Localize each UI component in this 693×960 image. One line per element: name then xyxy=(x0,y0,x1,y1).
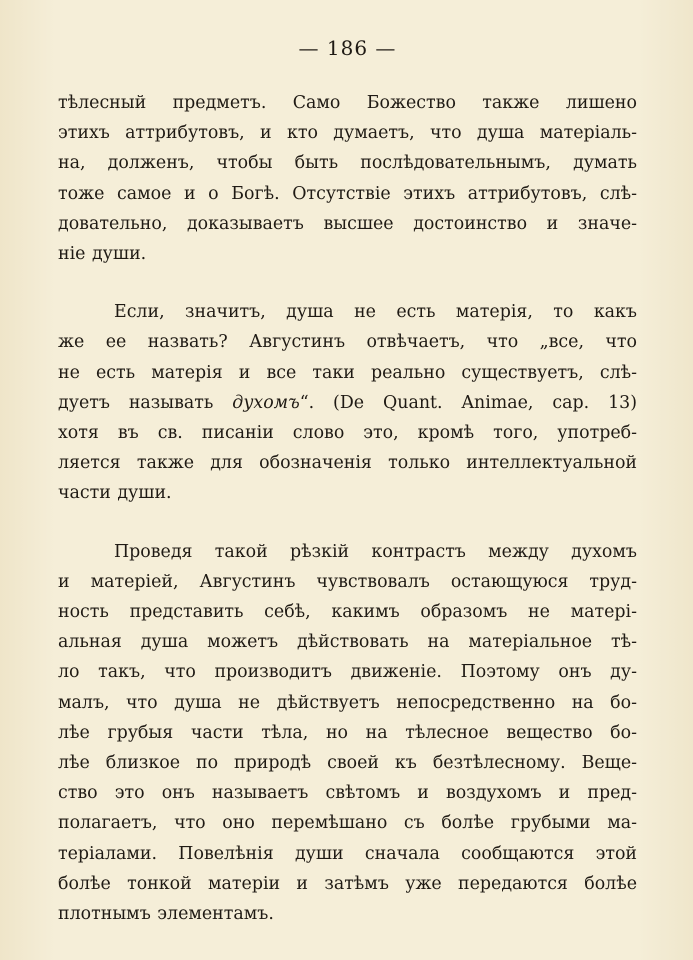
italic-term: духомъ xyxy=(232,392,300,413)
text-line: Если, значитъ, душа не есть матерія, то какъ xyxy=(114,302,637,323)
text-line: малъ, что душа не дѣйствуетъ непосредственно на бо- xyxy=(58,692,637,713)
text-line: тоже самое и о Богѣ. Отсутствіе этихъ аттрибутовъ, слѣ- xyxy=(58,183,637,204)
text-line: альная душа можетъ дѣйствовать на матеріальное тѣ- xyxy=(58,632,637,653)
text-line: части души. xyxy=(58,483,172,504)
text-line: этихъ аттрибутовъ, и кто думаетъ, что душа матеріаль- xyxy=(58,123,637,144)
text-line: хотя въ св. писаніи слово это, кромѣ того, употреб- xyxy=(58,423,637,444)
text-line: и матеріей, Августинъ чувствовалъ остающуюся труд- xyxy=(58,571,637,592)
text-line: плотнымъ элементамъ. xyxy=(58,904,274,925)
text-run: дуетъ называть xyxy=(58,392,233,413)
text-line: же ее назвать? Августинъ отвѣчаетъ, что „все, что xyxy=(58,332,637,353)
paragraph-3 xyxy=(58,537,637,930)
text-line: ляется также для обозначенія только интеллектуальной xyxy=(58,453,637,474)
text-line-with-italic xyxy=(58,388,637,418)
page-number: — 186 — xyxy=(298,36,397,60)
paragraph-2 xyxy=(58,297,637,508)
text-line: ніе души. xyxy=(58,244,147,265)
text-line: на, долженъ, чтобы быть послѣдовательнымъ, думать xyxy=(58,153,637,174)
text-line: лѣе близкое по природѣ своей къ безтѣлесному. Веще- xyxy=(58,753,637,774)
text-line: ство это онъ называетъ свѣтомъ и воздухомъ и пред- xyxy=(58,783,637,804)
text-line: лѣе грубыя части тѣла, но на тѣлесное вещество бо- xyxy=(58,722,637,743)
text-line: ность представить себѣ, какимъ образомъ не матері- xyxy=(58,602,637,623)
text-line: тѣлесный предметъ. Само Божество также лишено xyxy=(58,93,637,113)
text-line: Проведя такой рѣзкій контрастъ между духомъ xyxy=(114,541,637,562)
text-line: не есть матерія и все таки реально существуетъ, слѣ- xyxy=(58,362,637,383)
text-line: теріалами. Повелѣнія души сначала сообщаются этой xyxy=(58,843,637,864)
paragraph-1 xyxy=(58,88,637,269)
text-line: полагаетъ, что оно перемѣшано съ болѣе грубыми ма- xyxy=(58,813,637,834)
text-line: болѣе тонкой матеріи и затѣмъ уже передаются болѣе xyxy=(58,873,637,894)
text-run: “. (De Quant. Animae, cap. 13) xyxy=(299,392,637,413)
text-line: ло такъ, что производитъ движеніе. Поэтому онъ ду- xyxy=(58,662,637,683)
text-line: довательно, доказываетъ высшее достоинство и значе- xyxy=(58,213,637,234)
